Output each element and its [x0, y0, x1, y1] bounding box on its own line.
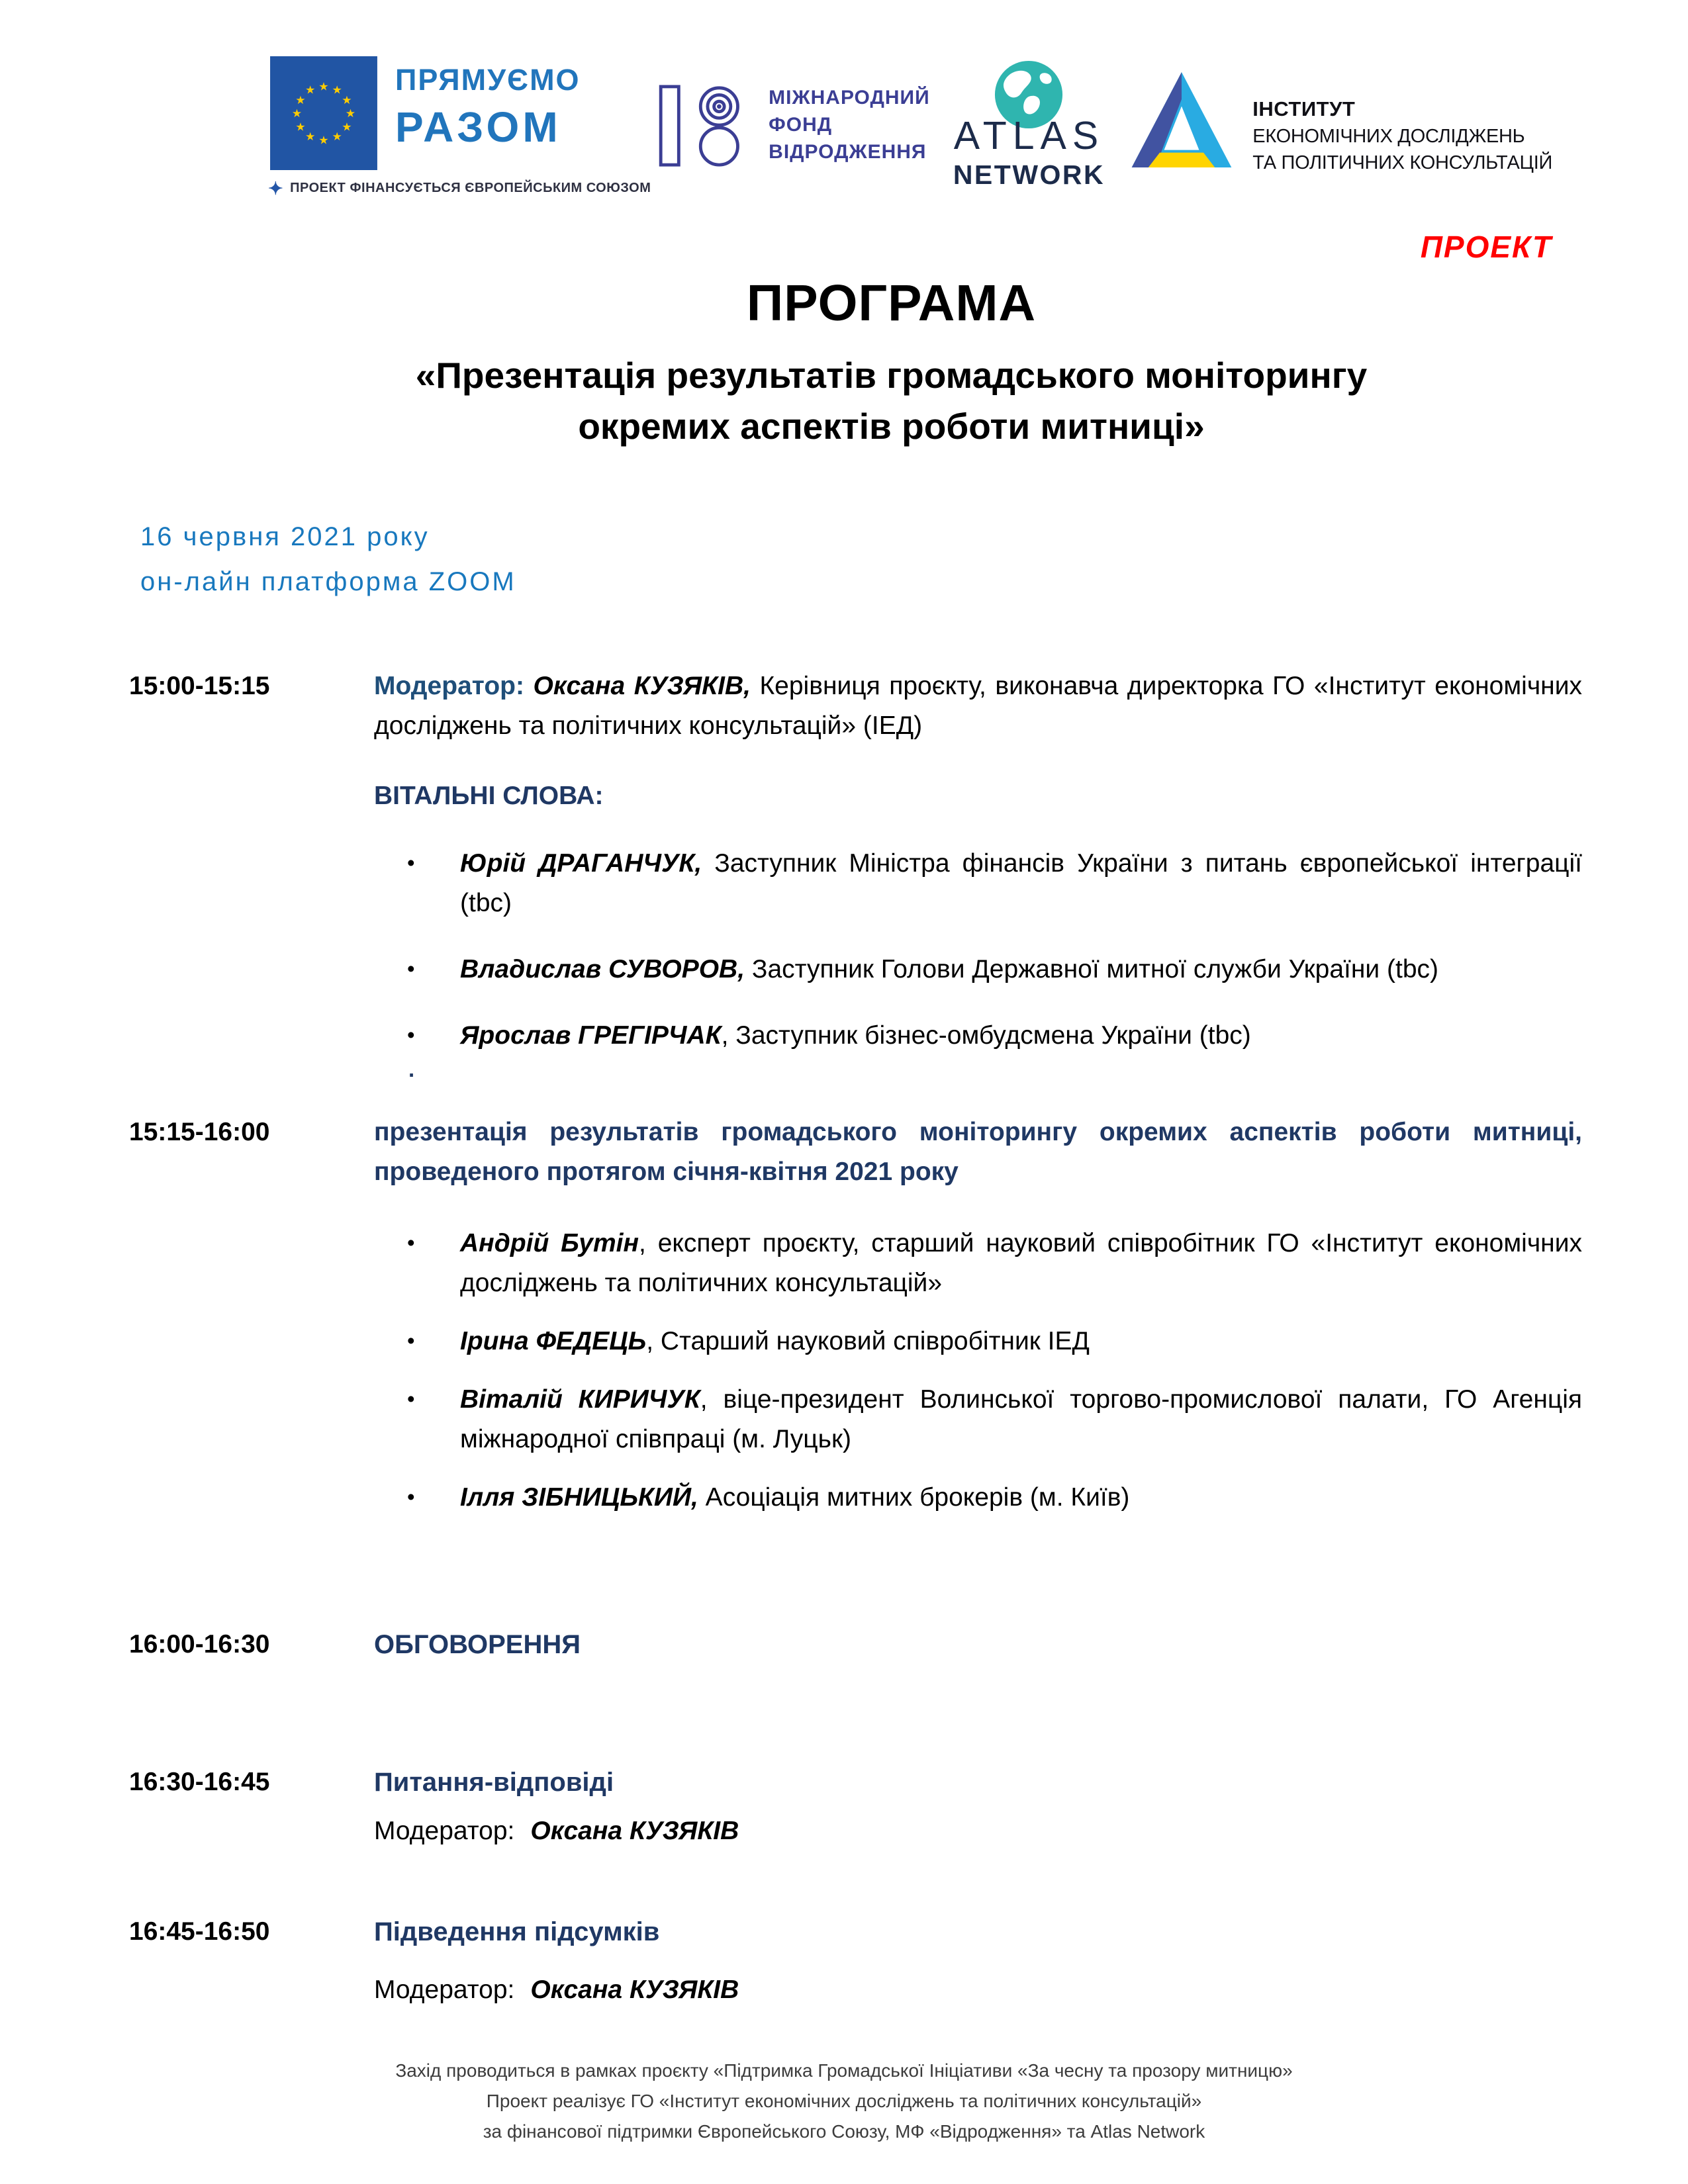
list-item — [374, 1016, 1582, 1056]
session-time: 15:15-16:00 — [129, 1118, 270, 1146]
session-time: 16:30-16:45 — [129, 1768, 270, 1796]
bullet-icon: • — [407, 850, 415, 875]
speaker-description: Заступник Голови Державної митної служби України (tbc) — [745, 955, 1439, 983]
ier-logo — [1128, 69, 1552, 174]
list-item — [374, 844, 1582, 923]
session-time: 15:00-15:15 — [129, 672, 270, 700]
greetings-heading: ВІТАЛЬНІ СЛОВА: — [374, 782, 604, 810]
moderator-label: Модератор: — [374, 1976, 515, 2004]
bullet-icon: • — [407, 1023, 415, 1047]
presentation-speakers-list — [374, 1224, 1582, 1518]
moderator-name: Оксана КУЗЯКІВ — [530, 1976, 739, 2004]
bullet-icon: • — [407, 1484, 415, 1509]
ier-logo-line3: ТА ПОЛІТИЧНИХ КОНСУЛЬТАЦІЙ — [1252, 152, 1552, 173]
speaker-description: , віце-президент Волинської торгово-промислової палати, ГО Агенція міжнародної співпраці (м. Луцьк) — [460, 1385, 1583, 1453]
event-platform: он-лайн платформа ZOOM — [140, 567, 516, 596]
bullet-icon: • — [407, 1328, 415, 1353]
svg-text:★: ★ — [332, 83, 342, 97]
draft-label: ПРОЕКТ — [1420, 230, 1552, 264]
event-subtitle — [235, 350, 1548, 452]
irf-logo-line3: ВІДРОДЖЕННЯ — [769, 141, 927, 163]
ier-triangle-icon — [1128, 69, 1235, 170]
svg-text:★: ★ — [332, 130, 342, 144]
footer-line2: Проект реалізує ГО «Інститут економічних досліджень та політичних консультацій» — [486, 2091, 1202, 2111]
atlas-logo-line1: ATLAS — [953, 114, 1105, 158]
footer — [0, 2056, 1688, 2147]
bullet-icon: • — [407, 1230, 415, 1255]
schedule — [0, 666, 1688, 2010]
ier-logo-line1: ІНСТИТУТ — [1252, 97, 1356, 120]
svg-text:★: ★ — [345, 107, 356, 121]
speaker-name: Ірина ФЕДЕЦЬ — [460, 1327, 647, 1355]
svg-text:★: ★ — [342, 120, 352, 134]
schedule-row-presentation — [0, 1113, 1688, 1536]
eu-flag-icon — [268, 56, 379, 170]
page-title: ПРОГРАМА — [746, 275, 1037, 332]
moderator-name: Оксана КУЗЯКІВ, — [533, 672, 751, 700]
moderator-label: Модератор: — [374, 1817, 515, 1845]
speaker-description: Асоціація митних брокерів (м. Київ) — [698, 1483, 1130, 1512]
schedule-row-opening — [0, 666, 1688, 1082]
list-item — [374, 1322, 1582, 1361]
atlas-logo — [936, 56, 1121, 191]
footer-line3: за фінансової підтримки Європейського Союзу, МФ «Відродження» та Atlas Network — [483, 2121, 1205, 2142]
list-item — [374, 950, 1582, 989]
session-title: Підведення підсумків — [374, 1917, 660, 1946]
speaker-name: Андрій Бутін — [460, 1229, 639, 1257]
eu-logo-title-line2: РАЗОМ — [395, 103, 561, 151]
schedule-row-discussion — [0, 1625, 1688, 1664]
svg-text:★: ★ — [291, 107, 303, 121]
speaker-name: Владислав СУВОРОВ, — [460, 955, 745, 983]
speaker-name: Ярослав ГРЕГІРЧАК — [460, 1021, 722, 1050]
eu-funding-caption: ПРОЕКТ ФІНАНСУЄТЬСЯ ЄВРОПЕЙСЬКИМ СОЮЗОМ — [290, 181, 651, 195]
moderator-paragraph — [374, 666, 1582, 746]
eu-logo-title-line1: ПРЯМУЄМО — [395, 63, 581, 97]
subtitle-line1: «Презентація результатів громадського моніторингу — [415, 355, 1368, 396]
speaker-description: , Заступник бізнес-омбудсмена України (tbc) — [721, 1021, 1251, 1050]
list-item — [374, 1478, 1582, 1518]
session-title: ОБГОВОРЕННЯ — [374, 1630, 581, 1659]
bullet-icon: • — [407, 956, 415, 981]
eu-star-icon: ✦ — [268, 178, 284, 199]
speaker-description: , Старший науковий співробітник ІЕД — [646, 1327, 1090, 1355]
moderator-line — [374, 1811, 1582, 1851]
subtitle-line2: окремих аспектів роботи митниці» — [578, 406, 1205, 447]
irf-logo-icon — [657, 84, 755, 167]
session-time: 16:45-16:50 — [129, 1917, 270, 1946]
schedule-row-summary — [0, 1912, 1688, 2010]
greeting-speakers-list — [374, 844, 1582, 1056]
moderator-name: Оксана КУЗЯКІВ — [530, 1817, 739, 1845]
eu-logo — [268, 56, 651, 199]
speaker-description: Заступник Міністра фінансів України з питань європейської інтеграції (tbc) — [460, 849, 1582, 917]
speaker-name: Юрій ДРАГАНЧУК, — [460, 849, 702, 878]
speaker-name: Віталій КИРИЧУК — [460, 1385, 700, 1414]
ier-logo-line2: ЕКОНОМІЧНИХ ДОСЛІДЖЕНЬ — [1252, 126, 1525, 147]
footer-line1: Захід проводиться в рамках проєкту «Підтримка Громадської Ініціативи «За чесну та прозору митницю» — [395, 2060, 1293, 2081]
svg-text:★: ★ — [342, 93, 352, 107]
session-title: презентація результатів громадського моніторингу окремих аспектів роботи митниці, проведеного протягом січня-квітня 2021 року — [374, 1118, 1582, 1186]
svg-text:★: ★ — [305, 83, 316, 97]
atlas-logo-line2: NETWORK — [953, 159, 1105, 190]
irf-logo-line2: ФОНД — [769, 114, 833, 136]
list-item — [374, 1224, 1582, 1303]
moderator-description: Керівниця проєкту, виконавча директорка ГО «Інститут економічних досліджень та політичних консультацій» (ІЕД) — [374, 672, 1582, 740]
irf-logo-line1: МІЖНАРОДНИЙ — [769, 87, 930, 109]
speaker-name: Ілля ЗІБНИЦЬКИЙ, — [460, 1483, 698, 1512]
session-time: 16:00-16:30 — [129, 1630, 270, 1659]
partner-logos — [268, 56, 1552, 212]
bullet-icon: • — [407, 1387, 415, 1411]
event-details — [140, 514, 1688, 604]
session-title: Питання-відповіді — [374, 1768, 614, 1797]
irf-logo — [657, 84, 930, 167]
stray-bullet-dot: . — [408, 1057, 415, 1081]
svg-text:★: ★ — [305, 130, 316, 144]
list-item — [374, 1380, 1582, 1459]
moderator-label: Модератор: — [374, 672, 524, 700]
event-date: 16 червня 2021 року — [140, 522, 430, 551]
svg-text:★: ★ — [318, 80, 329, 94]
svg-text:★: ★ — [295, 93, 306, 107]
svg-text:★: ★ — [318, 134, 329, 148]
schedule-row-questions — [0, 1762, 1688, 1851]
moderator-line — [374, 1970, 1582, 2010]
svg-text:★: ★ — [295, 120, 306, 134]
speaker-description: , експерт проєкту, старший науковий співробітник ГО «Інститут економічних досліджень та політичних консультацій» — [460, 1229, 1582, 1297]
